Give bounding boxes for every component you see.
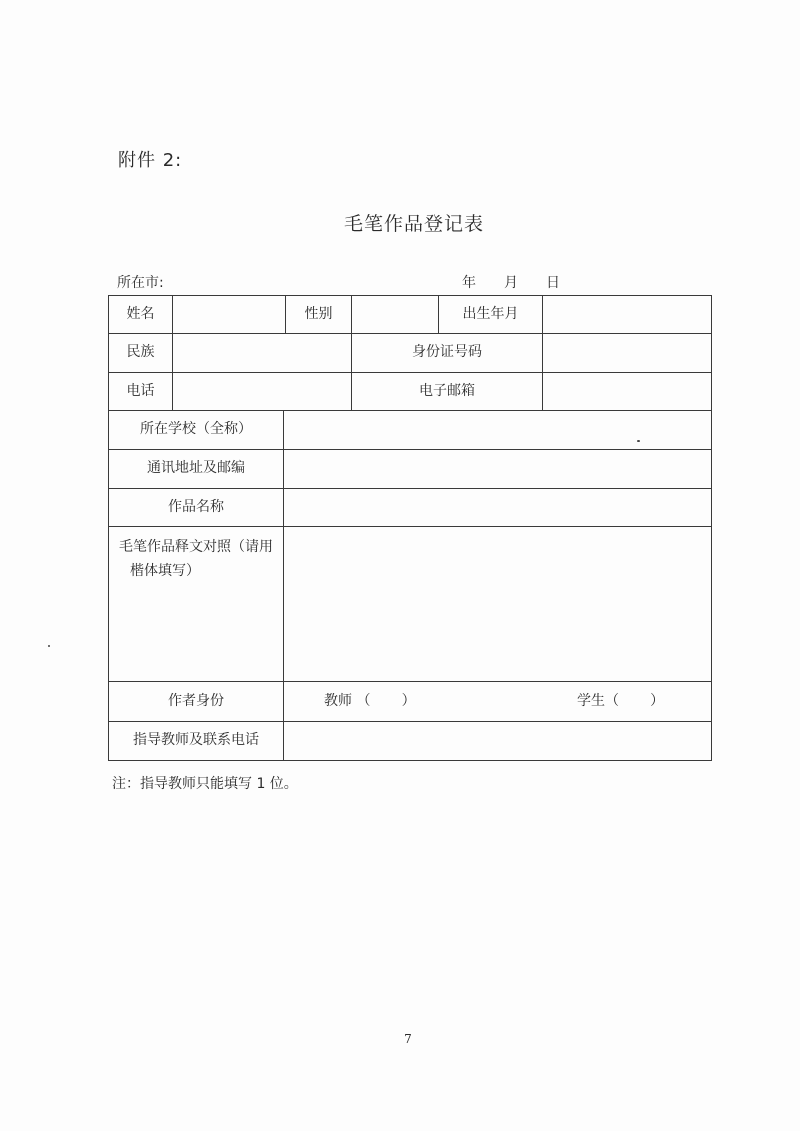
ethnicity-field[interactable] <box>173 334 351 372</box>
advisor-field[interactable] <box>284 722 711 760</box>
birth-field[interactable] <box>543 296 711 333</box>
id-number-label: 身份证号码 <box>412 344 482 361</box>
gender-field[interactable] <box>352 296 438 333</box>
form-title: 毛笔作品登记表 <box>343 213 484 235</box>
registration-table <box>108 295 712 761</box>
work-name-label: 作品名称 <box>168 498 224 515</box>
address-field[interactable] <box>284 450 711 488</box>
advisor-label: 指导教师及联系电话 <box>133 732 259 749</box>
transcription-label-line2: 楷体填写） <box>130 562 200 579</box>
city-label: 所在市: <box>117 275 164 291</box>
gender-label: 性别 <box>304 305 333 322</box>
page-number: 7 <box>404 1032 412 1046</box>
footnote: 注：指导教师只能填写 1 位。 <box>112 776 298 792</box>
teacher-option[interactable]: 教师 （ ） <box>324 692 416 709</box>
work-name-field[interactable] <box>284 489 711 526</box>
identity-label: 作者身份 <box>168 692 224 709</box>
transcription-field[interactable] <box>284 527 711 681</box>
email-field[interactable] <box>543 373 711 410</box>
year-label: 年 <box>462 275 476 291</box>
school-label: 所在学校（全称） <box>140 421 252 438</box>
id-number-field[interactable] <box>543 334 711 372</box>
date-line <box>462 272 560 292</box>
phone-label: 电话 <box>126 382 155 399</box>
birth-label: 出生年月 <box>462 305 519 322</box>
scan-speck <box>637 440 640 442</box>
attachment-label: 附件 2: <box>118 150 183 171</box>
transcription-label-line1: 毛笔作品释文对照（请用 <box>119 539 273 555</box>
student-option[interactable]: 学生（ ） <box>577 692 665 709</box>
name-label: 姓名 <box>126 305 155 322</box>
phone-field[interactable] <box>173 373 351 410</box>
scan-speck <box>48 645 50 647</box>
name-field[interactable] <box>173 296 285 333</box>
school-field[interactable] <box>284 411 711 449</box>
day-label: 日 <box>546 275 560 291</box>
transcription-label <box>109 536 283 592</box>
address-label: 通讯地址及邮编 <box>147 460 245 477</box>
email-label: 电子邮箱 <box>419 382 475 399</box>
ethnicity-label: 民族 <box>126 344 155 361</box>
month-label: 月 <box>504 275 518 291</box>
